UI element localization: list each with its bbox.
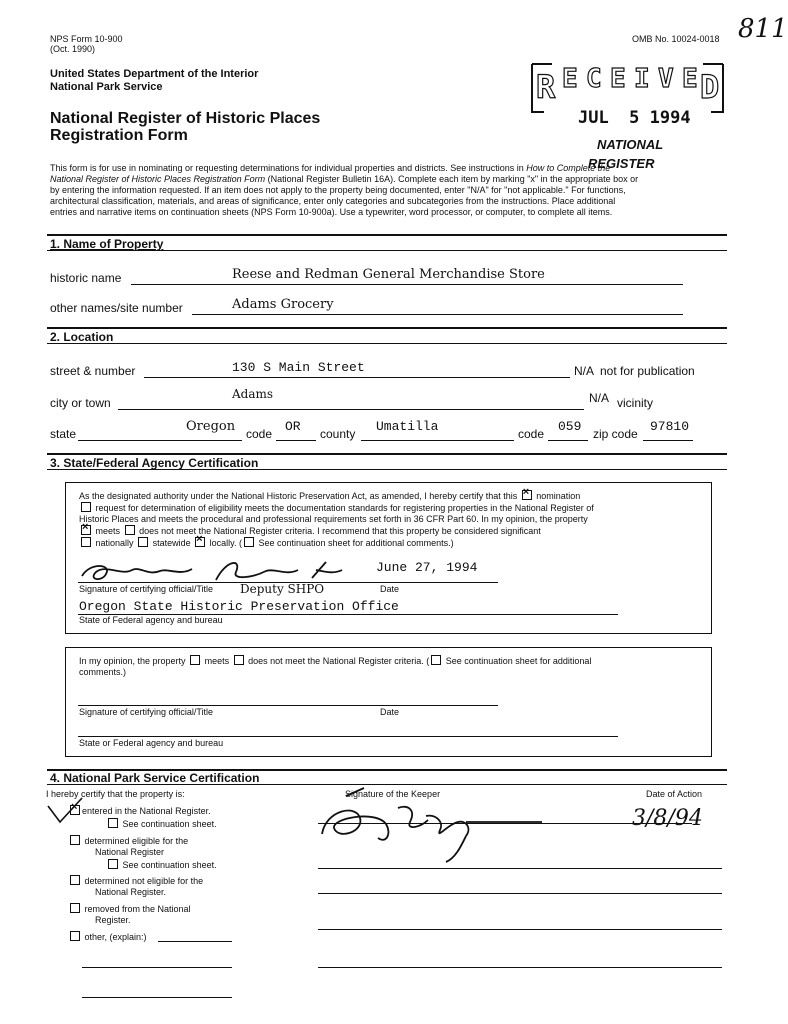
field-line [82, 967, 232, 968]
county-code-field[interactable]: 059 [558, 419, 582, 434]
cert-text: meets [95, 526, 121, 536]
zip-field[interactable]: 97810 [650, 419, 690, 434]
street-label: street & number [50, 364, 136, 378]
page-subtitle: Registration Form [50, 127, 188, 144]
cert-text: As the designated authority under the National Historic Preservation Act, as amended, I hereby certify that this [79, 491, 518, 501]
option-label: Register. [95, 915, 131, 925]
request-checkbox[interactable] [81, 502, 91, 512]
opinion-not-meet-checkbox[interactable] [234, 655, 244, 665]
field-line [158, 941, 232, 942]
stamp-letter: E [610, 64, 626, 94]
section-rule [47, 343, 727, 344]
stamp-letter: V [658, 64, 674, 94]
option-eligible[interactable] [68, 835, 188, 847]
omb-number: OMB No. 10024-0018 [632, 34, 720, 44]
instructions [50, 163, 730, 218]
section-2-heading: 2. Location [50, 330, 114, 344]
option-label: National Register [95, 847, 165, 857]
instructions-text: by entering the information requested. If an item does not apply to the property being documented, enter "N/A" for "not applicable." For functions, [50, 185, 626, 195]
opinion-label: meets [204, 656, 230, 666]
city-field[interactable]: Adams [232, 387, 274, 401]
not-eligible-checkbox[interactable] [70, 875, 80, 885]
date-of-action-label: Date of Action [646, 789, 703, 799]
option-label: National Register. [95, 887, 167, 897]
stamp-date: JUL 5 1994 [578, 108, 691, 128]
continuation-checkbox[interactable] [244, 537, 254, 547]
option-entered-continuation[interactable] [106, 818, 217, 830]
field-line [643, 440, 693, 441]
street-field[interactable]: 130 S Main Street [232, 360, 365, 375]
section-4-heading: 4. National Park Service Certification [50, 771, 260, 785]
option-label: See continuation sheet. [122, 860, 217, 870]
field-line [118, 409, 584, 410]
signature-line [318, 868, 722, 869]
zip-label: zip code [593, 427, 638, 441]
date-of-action-value[interactable]: 3/8/94 [632, 806, 703, 831]
option-label: other, (explain:) [84, 932, 147, 942]
opinion-continuation-checkbox[interactable] [431, 655, 441, 665]
statewide-checkbox[interactable] [138, 537, 148, 547]
opinion-label: See continuation sheet for additional [445, 656, 592, 666]
section-rule [47, 469, 727, 470]
field-line [82, 997, 232, 998]
signature-line [78, 705, 498, 706]
opinion-label: does not meet the National Register criteria. ( [248, 656, 430, 666]
state-field[interactable]: Oregon [186, 419, 236, 434]
cert-text: statewide [152, 538, 191, 548]
stamp-letter: R [536, 68, 556, 106]
option-entered[interactable] [68, 805, 211, 817]
option-removed[interactable] [68, 903, 191, 915]
other-names-field[interactable]: Adams Grocery [232, 297, 334, 312]
state-code-field[interactable]: OR [285, 419, 301, 434]
field-line [78, 440, 242, 441]
continuation-checkbox[interactable] [108, 859, 118, 869]
state-label: state [50, 427, 77, 441]
cert-text: Historic Places and meets the procedural and professional requirements set forth in 36 CFR Part 60. In my opinion, the property [79, 514, 588, 524]
vicinity-label: vicinity [617, 396, 654, 410]
option-label: determined eligible for the [84, 836, 189, 846]
field-line [131, 284, 683, 285]
cert-date-field[interactable]: June 27, 1994 [376, 560, 478, 575]
option-label: entered in the National Register. [82, 806, 211, 816]
nfp-value[interactable]: N/A [574, 364, 595, 378]
instructions-text: entries and narrative items on continuation sheets (NPS Form 10-900a). Use a typewriter, word processor, or computer, to complete all items. [50, 207, 613, 217]
county-label: county [320, 427, 356, 441]
field-line [192, 314, 683, 315]
signature-label: Signature of certifying official/Title [79, 584, 214, 594]
date2-label: Date [380, 707, 400, 717]
section-rule [47, 453, 727, 455]
date-label: Date [380, 584, 400, 594]
handwritten-number: 811 [738, 14, 788, 44]
certify-label: I hereby certify that the property is: [46, 789, 185, 799]
section-3-heading: 3. State/Federal Agency Certification [50, 456, 259, 470]
historic-name-field[interactable]: Reese and Redman General Merchandise Store [232, 267, 545, 282]
option-label: determined not eligible for the [84, 876, 204, 886]
other-names-label: other names/site number [50, 301, 183, 315]
meets-checkbox[interactable] [81, 525, 91, 535]
instructions-ref: How to Complete the [526, 163, 611, 173]
nfp-label: not for publication [600, 364, 695, 378]
option-eligible-continuation[interactable] [106, 859, 217, 871]
does-not-meet-checkbox[interactable] [125, 525, 135, 535]
stamp-letter: E [682, 64, 698, 94]
cert-text: request for determination of eligibility meets the documentation standards for registering properties in the National Register of [95, 503, 594, 513]
option-label: removed from the National [84, 904, 191, 914]
cert-text: See continuation sheet for additional comments.) [258, 538, 454, 548]
section-rule [47, 327, 727, 329]
agency-label: State of Federal agency and bureau [79, 615, 223, 625]
opinion-meets-checkbox[interactable] [190, 655, 200, 665]
cert-text: nationally [95, 538, 134, 548]
field-line [78, 736, 618, 737]
stamp-letter: E [562, 64, 578, 94]
entered-checkbox[interactable] [70, 805, 80, 815]
removed-checkbox[interactable] [70, 903, 80, 913]
vicinity-value[interactable]: N/A [589, 391, 610, 405]
stamp-letter: D [700, 68, 720, 106]
field-line [276, 440, 316, 441]
title-field[interactable]: Deputy SHPO [240, 582, 325, 596]
keeper-signature [316, 784, 546, 864]
stamp-letter: I [634, 64, 650, 94]
section-rule [47, 250, 727, 251]
county-field[interactable]: Umatilla [376, 419, 439, 434]
option-label: See continuation sheet. [122, 819, 217, 829]
form-date: (Oct. 1990) [50, 44, 96, 54]
other-checkbox[interactable] [70, 931, 80, 941]
instructions-text: This form is for use in nominating or requesting determinations for individual properties and districts. See instructions in [50, 163, 527, 173]
section-1-heading: 1. Name of Property [50, 237, 164, 251]
option-other[interactable] [68, 931, 147, 943]
instructions-ref: National Register of Historic Places Registration Form [50, 174, 266, 184]
opinion-comments: comments.) [79, 667, 127, 677]
eligible-checkbox[interactable] [70, 835, 80, 845]
signature-line [318, 929, 722, 930]
opinion-text [79, 655, 591, 667]
page-title: National Register of Historic Places [50, 110, 321, 127]
cert-text: does not meet the National Register criteria. I recommend that this property be considered significant [139, 526, 541, 536]
agency-field[interactable]: Oregon State Historic Preservation Office [79, 599, 399, 614]
nationally-checkbox[interactable] [81, 537, 91, 547]
county-code-label: code [518, 427, 545, 441]
city-label: city or town [50, 396, 111, 410]
opinion-label: In my opinion, the property [79, 656, 186, 666]
cert-text: locally. ( [209, 538, 242, 548]
continuation-checkbox[interactable] [108, 818, 118, 828]
field-line [548, 440, 588, 441]
keeper-signature-label: Signature of the Keeper [345, 789, 441, 799]
section-rule [47, 234, 727, 236]
certification-text [79, 490, 699, 549]
signature2-label: Signature of certifying official/Title [79, 707, 214, 717]
instructions-text: architectural classification, materials, and areas of significance, enter only categories and subcategories from the instructions. Place additional [50, 196, 616, 206]
form-number: NPS Form 10-900 [50, 34, 123, 44]
locally-checkbox[interactable] [195, 537, 205, 547]
cert-text: nomination [536, 491, 581, 501]
department: United States Department of the Interior [50, 68, 259, 80]
service: National Park Service [50, 81, 163, 93]
field-line [144, 377, 570, 378]
instructions-text: (National Register Bulletin 16A). Complete each item by marking "x" in the appropriate box or [265, 174, 639, 184]
nomination-checkbox[interactable] [522, 490, 532, 500]
stamp-register: REGISTER [588, 156, 655, 171]
option-not-eligible[interactable] [68, 875, 203, 887]
agency2-label: State or Federal agency and bureau [79, 738, 224, 748]
historic-name-label: historic name [50, 271, 122, 285]
stamp-letter: C [586, 64, 602, 94]
stamp-national: NATIONAL [597, 137, 664, 152]
state-code-label: code [246, 427, 273, 441]
signature-line [318, 893, 722, 894]
signature-line [318, 967, 722, 968]
field-line [361, 440, 514, 441]
